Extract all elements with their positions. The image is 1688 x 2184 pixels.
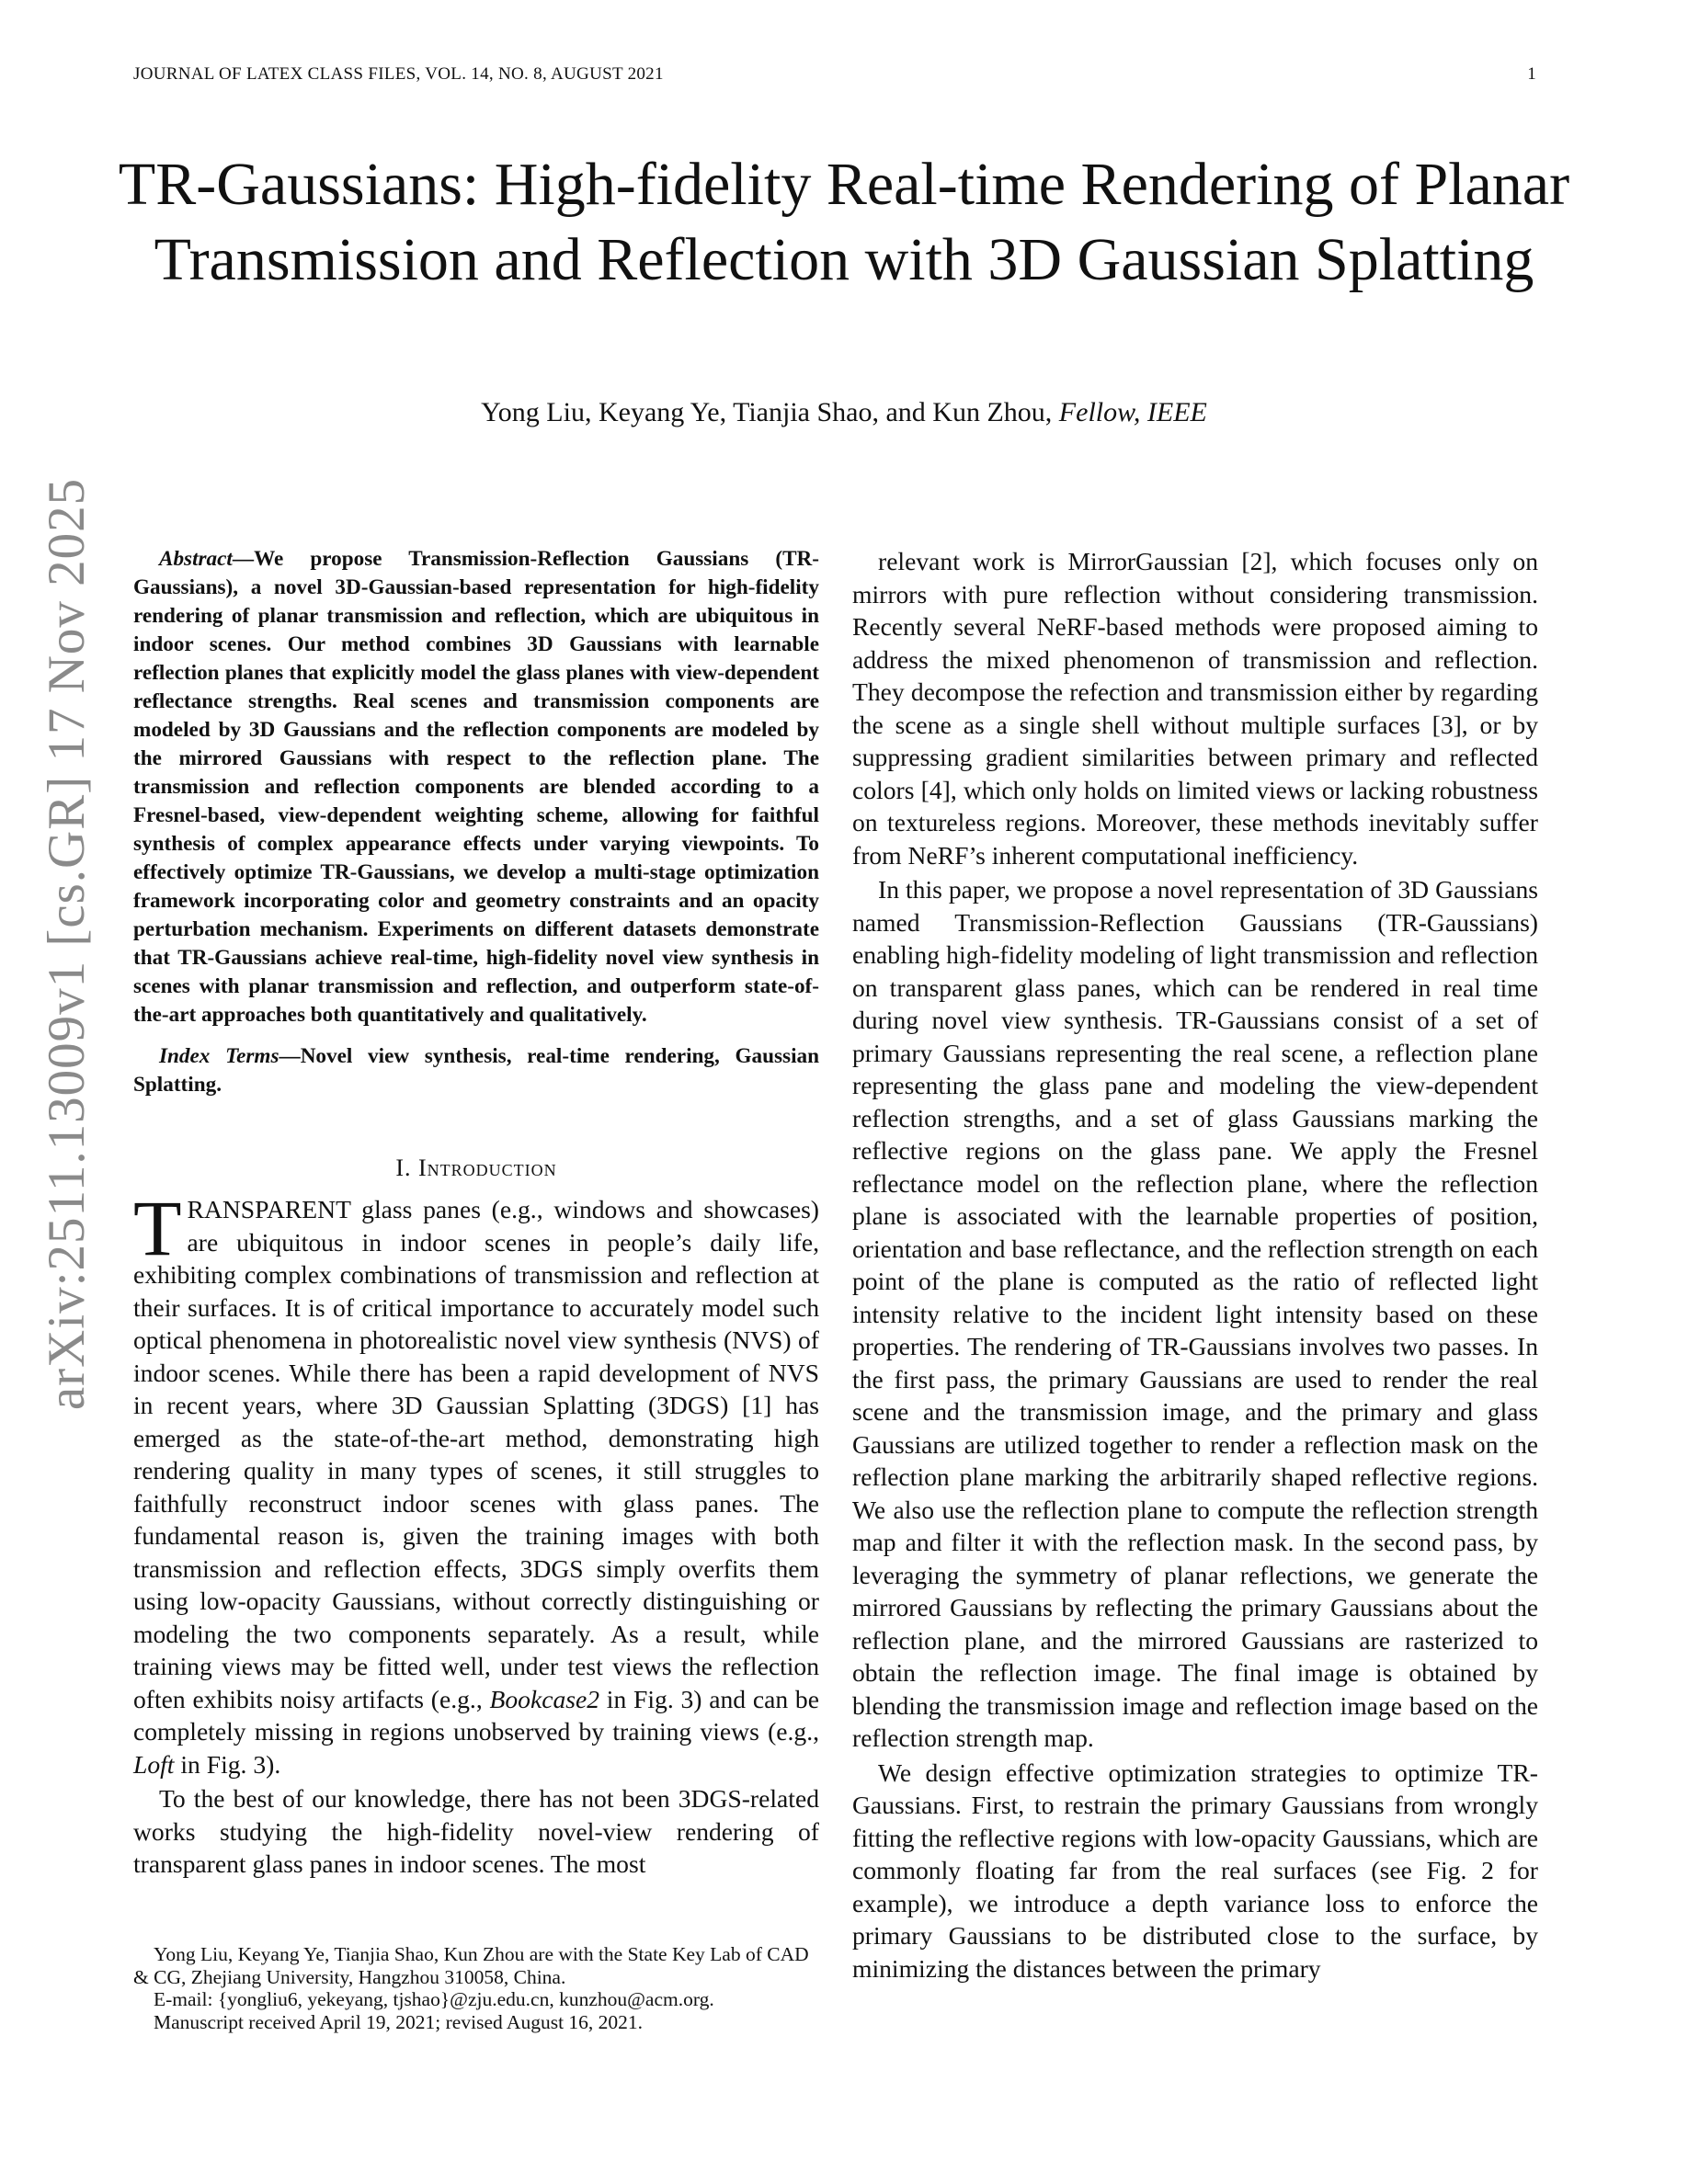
index-terms-label: Index Terms [159, 1044, 279, 1068]
arxiv-identifier: arXiv:2511.13009v1 [cs.GR] 17 Nov 2025 [38, 477, 96, 1411]
footnote-email: E-mail: {yongliu6, yekeyang, tjshao}@zju.edu.cn, kunzhou@acm.org. [154, 1988, 714, 2010]
paragraph-text: We design effective optimization strategies to optimize TR-Gaussians. First, to restrain the primary Gaussians from wrongly fitting the reflective regions with low-opacity Gaussians, which are commonly floating far from the real surfaces (see Fig. 2 for example), we introduce a depth variance loss to enforce the primary Gaussians to be distributed close to the surface, by minimizing the distances between the primary [852, 1757, 1538, 1983]
paragraph [852, 873, 1538, 1755]
index-terms-text: —Novel view synthesis, real-time rendering, Gaussian Splatting. [133, 1044, 819, 1097]
paragraph [852, 1757, 1538, 1985]
abstract [133, 545, 819, 1029]
running-header [133, 64, 1536, 85]
paragraph-text: To the best of our knowledge, there has not been 3DGS-related works studying the high-fidelity novel-view rendering of transparent glass panes in indoor scenes. The most [133, 1784, 819, 1878]
index-terms [133, 1042, 819, 1099]
paragraph-text: In this paper, we propose a novel representation of 3D Gaussians named Transmission-Reflection Gaussians (TR-Gaussians) enabling high-fidelity modeling of light transmission and reflection on transparent glass panes, which can be rendered in real time during novel view synthesis. TR-Gaussians consist of a set of primary Gaussians representing the real scene, a reflection plane representing the glass pane and modeling the view-dependent reflection strengths, and a set of glass Gaussians marking the reflective regions on the glass pane. We apply the Fresnel reflectance model on the reflection plane, where the reflection plane is associated with the learnable properties of position, orientation and base reflectance, and the reflection strength on each point of the plane is computed as the ratio of reflected light intensity relative to the incident light intensity based on these properties. The rendering of TR-Gaussians involves two passes. In the first pass, the primary Gaussians are used to render the real scene and the transmission image, and the primary and glass Gaussians are utilized together to render a reflection mask on the reflection plane marking the arbitrarily shaped reflective regions. We also use the reflection plane to compute the reflection strength map and filter it with the reflection mask. In the second pass, by leveraging the symmetry of planar reflections, we generate the mirrored Gaussians by reflecting the primary Gaussians about the reflection plane, and the mirrored Gaussians are rasterized to obtain the reflection image. The final image is obtained by blending the transmission image and reflection image based on the reflection strength map. [852, 875, 1538, 1752]
paragraph-text: in Fig. 3). [174, 1749, 281, 1779]
paper-title: TR-Gaussians: High-fidelity Real-time Rendering of Planar Transmission and Reflection with 3D Gaussian Splatting [118, 151, 1570, 293]
paragraph-text: in Fig. 3) and can be completely missing in regions unobserved by training views (e.g., [133, 1684, 819, 1746]
intro-body [133, 1184, 819, 1881]
drop-cap: T [133, 1184, 182, 1272]
page-number: 1 [1527, 64, 1536, 84]
abstract-text: —We propose Transmission-Reflection Gaussians (TR-Gaussians), a novel 3D-Gaussian-based representation for high-fidelity rendering of planar transmission and reflection, which are ubiquitous in indoor scenes. Our method combines 3D Gaussians with learnable reflection planes that explicitly model the glass planes with view-dependent reflectance strengths. Real scenes and transmission components are modeled by 3D Gaussians and the reflection components are modeled by the mirrored Gaussians with respect to the reflection plane. The transmission and reflection components are blended according to a Fresnel-based, view-dependent weighting scheme, allowing for faithful synthesis of complex appearance effects under varying viewpoints. To effectively optimize TR-Gaussians, we develop a multi-stage optimization framework incorporating color and geometry constraints and an opacity perturbation mechanism. Experiments on different datasets demonstrate that TR-Gaussians achieve real-time, high-fidelity novel view synthesis in scenes with planar transmission and reflection, and outperform state-of-the-art approaches both quantitatively and qualitatively. [133, 547, 819, 1027]
right-column [852, 545, 1538, 1985]
footnote-manuscript: Manuscript received April 19, 2021; revised August 16, 2021. [154, 2010, 644, 2033]
left-column [133, 545, 819, 1881]
italic-text: Loft [133, 1749, 175, 1779]
paragraph [133, 1782, 819, 1881]
footnote-affiliation: Yong Liu, Keyang Ye, Tianjia Shao, Kun Zhou are with the State Key Lab of CAD & CG, Zhejiang University, Hangzhou 310058, China. [133, 1943, 809, 1988]
journal-name: JOURNAL OF LATEX CLASS FILES, VOL. 14, NO. 8, AUGUST 2021 [133, 64, 664, 84]
section-number: I. [395, 1155, 418, 1181]
italic-text: Bookcase2 [489, 1684, 600, 1713]
author-list [110, 397, 1578, 428]
paragraph [133, 1184, 819, 1780]
author-title: Fellow, IEEE [1058, 397, 1207, 427]
section-title: Introduction [418, 1155, 557, 1181]
author-names: Yong Liu, Keyang Ye, Tianjia Shao, and Kun Zhou, [481, 397, 1053, 427]
section-heading [133, 1155, 819, 1182]
paragraph [852, 545, 1538, 871]
paragraph-text: relevant work is MirrorGaussian [2], which focuses only on mirrors with pure reflection without considering transmission. Recently several NeRF-based methods were proposed aiming to address the mixed phenomenon of transmission and reflection. They decompose the refection and transmission either by regarding the scene as a single shell without multiple surfaces [3], or by suppressing gradient similarities between primary and reflected colors [4], which only holds on limited views or lacking robustness on textureless regions. Moreover, these methods inevitably suffer from NeRF’s inherent computational inefficiency. [852, 547, 1538, 870]
abstract-label: Abstract [159, 547, 233, 571]
author-footnote [133, 1943, 819, 2033]
paragraph-text: RANSPARENT glass panes (e.g., windows and showcases) are ubiquitous in indoor scenes in people’s daily life, exhibiting complex combinations of transmission and reflection at their surfaces. It is of critical importance to accurately model such optical phenomena in photorealistic novel view synthesis (NVS) of indoor scenes. While there has been a rapid development of NVS in recent years, where 3D Gaussian Splatting (3DGS) [1] has emerged as the state-of-the-art method, demonstrating high rendering quality in many types of scenes, it still struggles to faithfully reconstruct indoor scenes with glass panes. The fundamental reason is, given the training images with both transmission and reflection effects, 3DGS simply overfits them using low-opacity Gaussians, without correctly distinguishing or modeling the two components separately. As a result, while training views may be fitted well, under test views the reflection often exhibits noisy artifacts (e.g., [133, 1195, 819, 1713]
